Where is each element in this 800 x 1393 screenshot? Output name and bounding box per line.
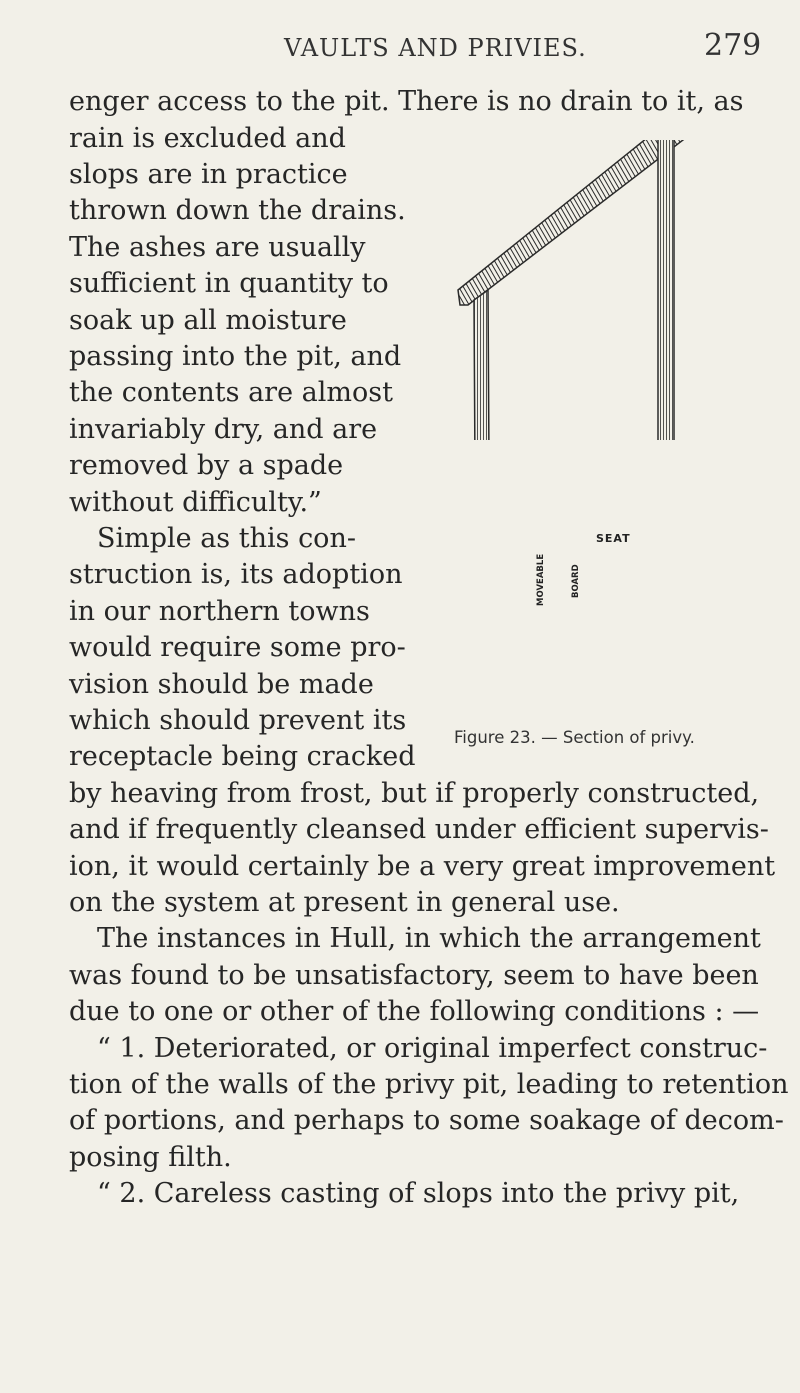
- text-line: thrown down the drains.: [69, 195, 406, 226]
- text-line: of portions, and perhaps to some soakage of decom-: [69, 1105, 784, 1136]
- text-line: without difficulty.”: [69, 487, 322, 518]
- seat-label: SEAT: [596, 532, 631, 545]
- text-line: The instances in Hull, in which the arrangement: [97, 923, 761, 954]
- text-line: the contents are almost: [69, 377, 393, 408]
- board-label: BOARD: [571, 564, 581, 598]
- page-number: 279: [704, 28, 762, 63]
- text-line: posing filth.: [69, 1142, 232, 1173]
- text-line: enger access to the pit. There is no drain to it, as: [69, 86, 744, 117]
- text-line: soak up all moisture: [69, 305, 347, 336]
- text-line: would require some pro-: [69, 632, 406, 663]
- text-line: passing into the pit, and: [69, 341, 402, 372]
- page-header: [0, 28, 800, 68]
- text-line: receptacle being cracked: [69, 741, 416, 772]
- privy-section-drawing: [438, 140, 738, 440]
- text-line: vision should be made: [69, 669, 374, 700]
- text-line: and if frequently cleansed under efficient supervis-: [69, 814, 769, 845]
- text-line: was found to be unsatisfactory, seem to have been: [69, 960, 759, 991]
- text-line: invariably dry, and are: [69, 414, 378, 445]
- text-line: on the system at present in general use.: [69, 887, 620, 918]
- text-line: in our northern towns: [69, 596, 370, 627]
- text-line: The ashes are usually: [69, 232, 366, 263]
- text-line: Simple as this con-: [97, 523, 356, 554]
- figure-caption: Figure 23. — Section of privy.: [454, 728, 695, 747]
- text-line: sufficient in quantity to: [69, 268, 389, 299]
- back-wall: [658, 140, 674, 440]
- text-line: tion of the walls of the privy pit, leading to retention: [69, 1069, 789, 1100]
- text-line: struction is, its adoption: [69, 559, 403, 590]
- text-line: “ 2. Careless casting of slops into the privy pit,: [97, 1178, 740, 1209]
- moveable-label: MOVEABLE: [536, 553, 546, 606]
- text-line: rain is excluded and: [69, 123, 346, 154]
- text-line: by heaving from frost, but if properly constructed,: [69, 778, 760, 809]
- running-head: VAULTS AND PRIVIES.: [284, 34, 587, 62]
- text-line: removed by a spade: [69, 450, 344, 481]
- front-wall: [474, 290, 490, 440]
- privy-section-figure: [438, 140, 738, 440]
- text-line: which should prevent its: [69, 705, 407, 736]
- text-line: due to one or other of the following conditions : —: [69, 996, 760, 1027]
- text-line: ion, it would certainly be a very great improvement: [69, 851, 776, 882]
- text-line: slops are in practice: [69, 159, 348, 190]
- text-line: “ 1. Deteriorated, or original imperfect construc-: [97, 1033, 768, 1064]
